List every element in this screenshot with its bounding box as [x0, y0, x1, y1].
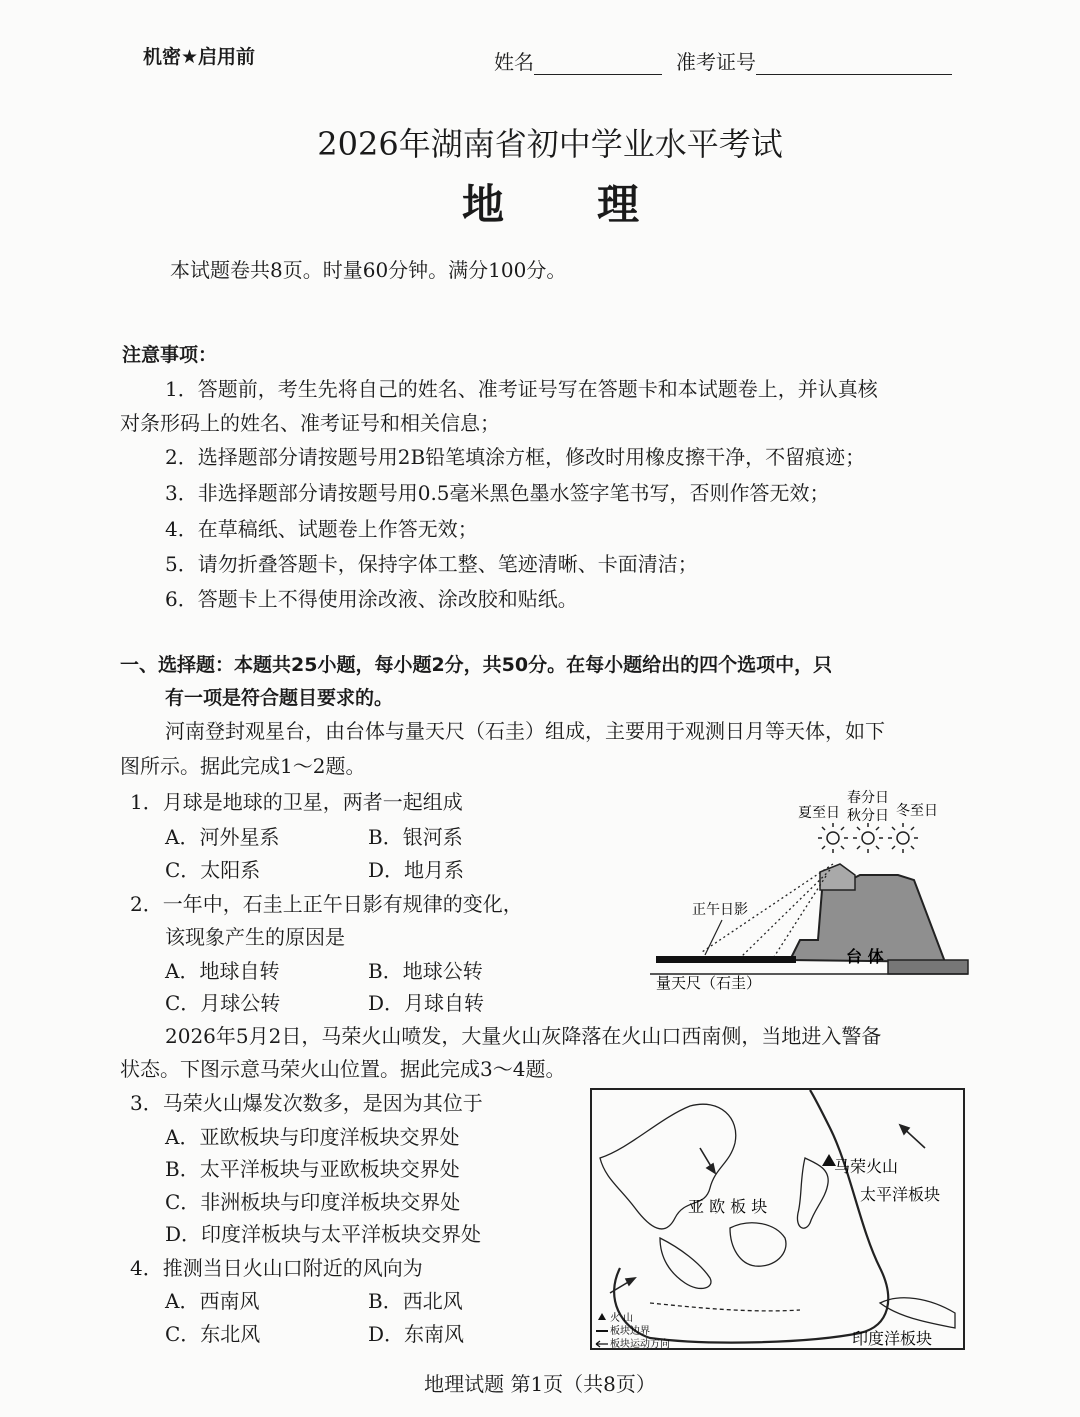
- label-ruler: 量天尺（石圭）: [656, 974, 762, 990]
- q1-option-b[interactable]: B．银河系: [368, 825, 463, 849]
- subject-char-1: 地: [462, 180, 505, 229]
- exam-title: 2026年湖南省初中学业水平考试: [317, 125, 783, 163]
- q3-option-c[interactable]: C．非洲板块与印度洋板块交界处: [165, 1190, 461, 1214]
- passage-2-line-2: 状态。下图示意马荣火山位置。据此完成3～4题。: [120, 1057, 566, 1081]
- exam-info: 本试题卷共8页。时量60分钟。满分100分。: [170, 258, 567, 282]
- passage-1-line-1: 河南登封观星台，由台体与量天尺（石圭）组成，主要用于观测日月等天体，如下: [165, 719, 885, 743]
- notice-item-3: 3．非选择题部分请按题号用0.5毫米黑色墨水签字笔书写，否则作答无效；: [165, 481, 830, 505]
- q2-option-a[interactable]: A．地球自转: [165, 959, 280, 983]
- q1-option-d[interactable]: D．地月系: [368, 858, 465, 882]
- confidential-mark: 机密★启用前: [143, 46, 256, 68]
- q2-option-b[interactable]: B．地球公转: [368, 959, 483, 983]
- q1-option-c[interactable]: C．太阳系: [165, 858, 261, 882]
- notice-item-6: 6．答题卡上不得使用涂改液、涂改胶和贴纸。: [165, 587, 578, 611]
- ruler-bar: [656, 956, 796, 963]
- question-4-stem: 4．推测当日火山口附近的风向为: [130, 1256, 423, 1280]
- question-1-stem: 1．月球是地球的卫星，两者一起组成: [130, 790, 463, 814]
- legend-boundary-label: 板块边界: [610, 1326, 650, 1337]
- label-eurasian-plate: 亚 欧 板 块: [688, 1197, 768, 1216]
- notice-item-1: 1．答题前，考生先将自己的姓名、准考证号写在答题卡和本试题卷上，并认真核: [165, 377, 878, 401]
- label-summer-solstice: 夏至日: [798, 805, 840, 821]
- question-2-stem: 2．一年中，石圭上正午日影有规律的变化，: [130, 892, 523, 916]
- name-label: 姓名: [494, 50, 534, 74]
- q4-option-c[interactable]: C．东北风: [165, 1322, 261, 1346]
- q3-option-b[interactable]: B．太平洋板块与亚欧板块交界处: [165, 1157, 460, 1181]
- name-blank[interactable]: [534, 54, 662, 75]
- q2-option-c[interactable]: C．月球公转: [165, 991, 281, 1015]
- label-winter-solstice: 冬至日: [896, 803, 938, 819]
- notice-heading: 注意事项：: [122, 344, 218, 366]
- label-spring-equinox: 春分日: [847, 790, 889, 806]
- label-platform: 台 体: [846, 947, 884, 966]
- notice-item-5: 5．请勿折叠答题卡，保持字体工整、笔迹清晰、卡面清洁；: [165, 552, 698, 576]
- label-autumn-equinox: 秋分日: [847, 808, 889, 824]
- q2-option-d[interactable]: D．月球自转: [368, 991, 485, 1015]
- sun-icon-equinox: [853, 823, 883, 853]
- label-mayon-volcano: 马荣火山: [834, 1157, 899, 1176]
- id-blank[interactable]: [756, 54, 952, 75]
- id-field-label: [676, 46, 952, 75]
- q4-option-b[interactable]: B．西北风: [368, 1289, 463, 1313]
- subject-char-2: 理: [597, 180, 640, 229]
- legend-volcano-label: 火 山: [610, 1313, 634, 1324]
- q4-option-a[interactable]: A．西南风: [165, 1289, 260, 1313]
- question-3-stem: 3．马荣火山爆发次数多，是因为其位于: [130, 1091, 483, 1115]
- q3-option-a[interactable]: A．亚欧板块与印度洋板块交界处: [165, 1125, 460, 1149]
- page-footer: 地理试题 第1页（共8页）: [424, 1372, 656, 1396]
- notice-item-4: 4．在草稿纸、试题卷上作答无效；: [165, 517, 478, 541]
- sun-icon-summer: [818, 823, 848, 853]
- observatory-figure: [650, 780, 970, 990]
- question-2-stem-cont: 该现象产生的原因是: [165, 925, 345, 949]
- section-heading: 一、选择题：本题共25小题，每小题2分，共50分。在每小题给出的四个选项中，只: [120, 654, 833, 676]
- platform-base: [888, 960, 968, 974]
- shadow-pointer: [705, 920, 722, 955]
- notice-item-1-cont: 对条形码上的姓名、准考证号和相关信息；: [120, 411, 500, 435]
- q4-option-d[interactable]: D．东南风: [368, 1322, 465, 1346]
- name-field-label: [494, 46, 662, 75]
- legend-motion-label: 板块运动方向: [610, 1339, 670, 1350]
- passage-1-line-2: 图所示。据此完成1～2题。: [120, 754, 366, 778]
- section-heading-cont: 有一项是符合题目要求的。: [165, 687, 394, 709]
- q3-option-d[interactable]: D．印度洋板块与太平洋板块交界处: [165, 1222, 482, 1246]
- q1-option-a[interactable]: A．河外星系: [165, 825, 280, 849]
- id-label: 准考证号: [676, 50, 756, 74]
- label-pacific-plate: 太平洋板块: [860, 1185, 941, 1204]
- passage-2-line-1: 2026年5月2日，马荣火山喷发，大量火山灰降落在火山口西南侧，当地进入警备: [165, 1024, 882, 1048]
- volcano-location-map: [590, 1088, 965, 1350]
- sun-icon-winter: [888, 823, 918, 853]
- label-noon-shadow: 正午日影: [692, 902, 748, 918]
- notice-item-2: 2．选择题部分请按题号用2B铅笔填涂方框，修改时用橡皮擦干净，不留痕迹；: [165, 445, 866, 469]
- label-indian-plate: 印度洋板块: [852, 1329, 933, 1348]
